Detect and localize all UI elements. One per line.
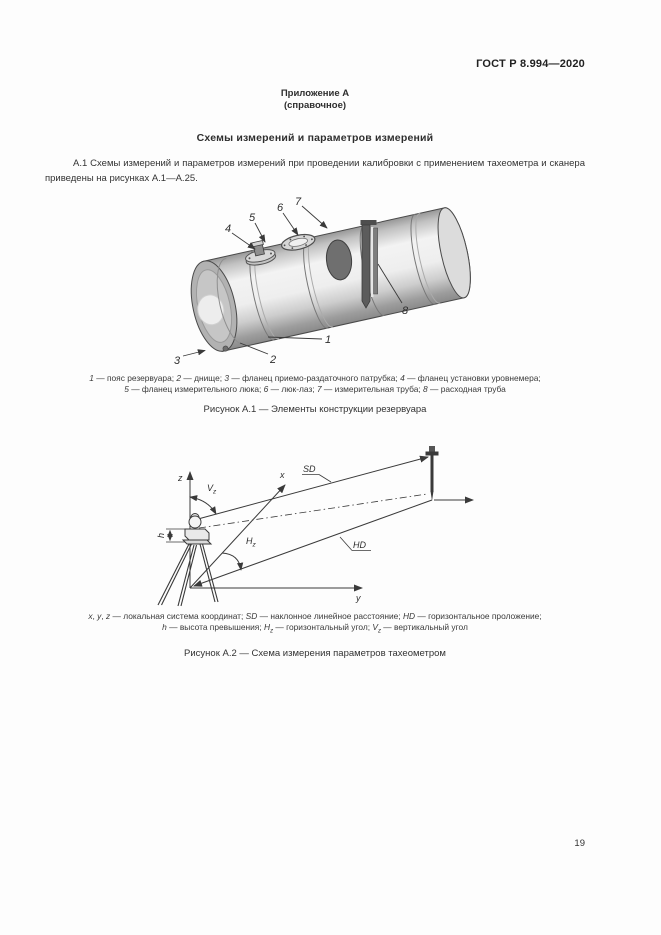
hd-label: HD [353, 540, 366, 550]
center-dash-dot-line [199, 494, 427, 528]
distance-labels [302, 464, 371, 551]
callout-5 [249, 212, 265, 242]
figure-a1-tank-drawing [152, 192, 482, 372]
target-cap [426, 452, 439, 456]
figure-a2-legend-line2: h — высота превышения; $H_z$ — горизонтальный угол; $V_z$ — вертикальный угол [162, 621, 468, 635]
tripod [158, 544, 218, 606]
figure-a2-legend-line1: x, y, z — локальная система координат; SD — наклонное линейное расстояние; HD — горизонтальное проложение; [88, 611, 542, 621]
horizontal-distance-line [194, 500, 432, 586]
height-label: h [156, 532, 166, 538]
callout-8-label: 8 [402, 305, 409, 317]
x-axis-label: x [280, 470, 285, 480]
callout-7 [295, 196, 327, 228]
callout-7-label: 7 [295, 196, 302, 208]
figure-a2-scheme-drawing [135, 441, 515, 607]
callout-4 [225, 223, 255, 249]
section-title: Схемы измерений и параметров измерений [196, 132, 434, 144]
measuring-pipe [362, 225, 370, 308]
figure-a1-caption: Рисунок А.1 — Элементы конструкции резервуара [203, 404, 427, 415]
appendix-subtitle: (справочное) [283, 100, 347, 111]
hd-leader [340, 537, 352, 551]
callout-3 [174, 351, 205, 368]
target-pin [426, 446, 439, 501]
callout-5-label: 5 [249, 212, 256, 224]
vertical-angle-label: $V_z$ [207, 483, 217, 496]
callout-3-label: 3 [174, 355, 181, 367]
discharge-pipe [374, 228, 378, 294]
y-axis-label: y [356, 593, 361, 603]
horizontal-angle-arc [222, 553, 241, 570]
vertical-angle-arc [190, 497, 216, 514]
standard-code: ГОСТ Р 8.994—2020 [476, 58, 585, 70]
callout-1-label: 1 [325, 334, 332, 346]
figure-a2-legend [45, 611, 585, 637]
page-number: 19 [574, 838, 585, 849]
horizontal-angle-label: $H_z$ [246, 536, 256, 549]
tank-body-group [182, 198, 477, 356]
tacheometer-base [183, 540, 211, 544]
sd-label: SD [303, 464, 316, 474]
intro-paragraph: А.1 Схемы измерений и параметров измерений при проведении калибровки с применением тахеометра и сканера приведены на рисунках А.1—А.25. [45, 158, 585, 184]
callout-4-label: 4 [225, 223, 232, 235]
figure-a1-legend-line1: 1 — пояс резервуара; 2 — днище; 3 — фланец приемо-раздаточного патрубка; 4 — фланец установки уровнемера; [89, 373, 541, 383]
tripod-leg [203, 544, 219, 602]
appendix-title: Приложение А [280, 88, 350, 99]
pipe-top-cap [361, 220, 377, 225]
tripod-leg [158, 544, 189, 605]
tripod-leg [200, 544, 215, 602]
callout-2-label: 2 [270, 354, 277, 366]
z-axis-label: z [178, 473, 183, 483]
sd-leader [319, 475, 331, 483]
callout-6-label: 6 [277, 202, 284, 214]
figure-a1-legend-line2: 5 — фланец измерительного люка; 6 — люк-лаз; 7 — измерительная труба; 8 — расходная труба [124, 383, 506, 394]
tripod-leg [162, 544, 192, 605]
target-tip [431, 491, 434, 501]
figure-a2-caption: Рисунок А.2 — Схема измерения параметров тахеометром [184, 648, 446, 659]
tacheometer-head [189, 516, 201, 528]
tacheometer-body [185, 529, 209, 540]
figure-a1-legend [45, 373, 585, 394]
tacheometer [183, 514, 211, 545]
pipe-gap [371, 227, 373, 297]
target-knob [429, 446, 435, 452]
